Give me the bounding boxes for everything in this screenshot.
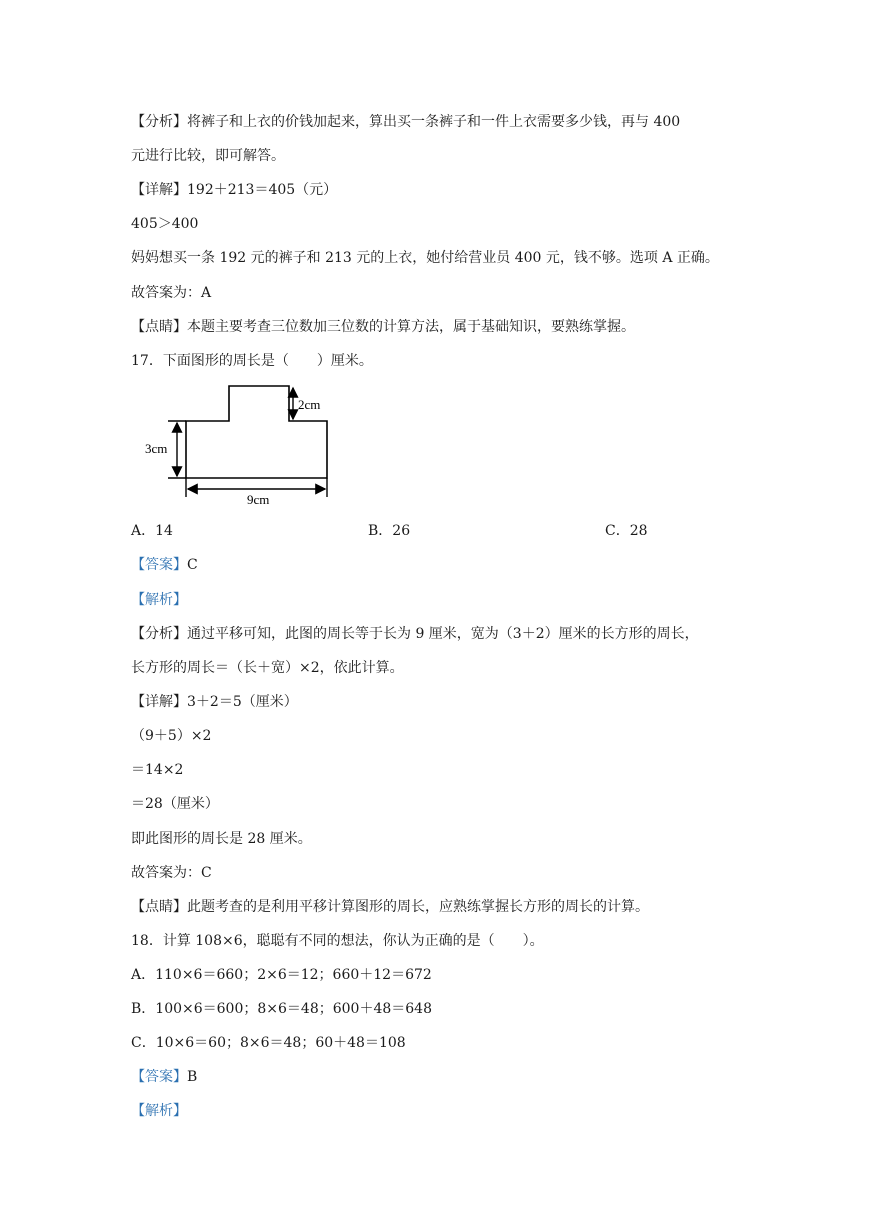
q17-option-c: C．28: [605, 523, 648, 539]
q16-detail-line-1: [131, 180, 337, 200]
q18-answer-line: [131, 1067, 197, 1087]
q17-conclusion: 故答案为：C: [131, 865, 212, 881]
q17-detail-text-1: 3＋2＝5（厘米）: [187, 694, 298, 710]
analysis-tag: 【分析】: [131, 114, 187, 130]
q16-analysis-line-1: [131, 112, 680, 132]
q17-detail-line-1: [131, 692, 298, 712]
q17-detail-line-2: （9＋5）×2: [131, 728, 212, 744]
q17-label-step: 2cm: [298, 397, 321, 412]
q17-detail-line-4: ＝28（厘米）: [131, 796, 219, 812]
q18-option-c: C．10×6＝60；8×6＝48；60＋48＝108: [131, 1035, 406, 1051]
q17-comment-line: [131, 897, 649, 917]
q17-answer-line: [131, 555, 198, 575]
q17-explain-tag: 【解析】: [131, 592, 187, 608]
q18-question: 18．计算 108×6，聪聪有不同的想法，你认为正确的是（ ）。: [131, 933, 544, 949]
comment-tag: 【点睛】: [131, 319, 187, 335]
q16-comment-text: 本题主要考查三位数加三位数的计算方法，属于基础知识，要熟练掌握。: [187, 319, 635, 335]
q17-detail-line-5: 即此图形的周长是 28 厘米。: [131, 831, 312, 847]
q17-detail-line-3: ＝14×2: [131, 762, 184, 778]
q17-label-width: 9cm: [247, 492, 270, 507]
q16-detail-text-1: 192＋213＝405（元）: [187, 182, 338, 198]
q16-analysis-text-1: 将裤子和上衣的价钱加起来，算出买一条裤子和一件上衣需要多少钱，再与 400: [187, 114, 681, 130]
q17-comment-text: 此题考查的是利用平移计算图形的周长，应熟练掌握长方形的周长的计算。: [187, 899, 649, 915]
q16-detail-line-2: 405＞400: [131, 216, 199, 232]
q17-figure: [140, 380, 350, 510]
q17-question: 17．下面图形的周长是（ ）厘米。: [131, 353, 373, 369]
q18-explain-tag: 【解析】: [131, 1103, 187, 1119]
q17-option-b: B．26: [368, 523, 411, 539]
q17-analysis-text-1: 通过平移可知，此图的周长等于长为 9 厘米，宽为（3＋2）厘米的长方形的周长，: [187, 626, 699, 642]
answer-tag: 【答案】: [131, 1069, 187, 1085]
q16-analysis-line-2: 元进行比较，即可解答。: [131, 148, 285, 164]
answer-tag: 【答案】: [131, 557, 187, 573]
q18-option-b: B．100×6＝600；8×6＝48；600＋48＝648: [131, 1001, 432, 1017]
q18-option-a: A．110×6＝660；2×6＝12；660＋12＝672: [131, 967, 432, 983]
q17-answer: C: [187, 557, 198, 573]
detail-tag: 【详解】: [131, 694, 187, 710]
detail-tag: 【详解】: [131, 182, 187, 198]
comment-tag: 【点睛】: [131, 899, 187, 915]
q16-comment-line: [131, 317, 635, 337]
analysis-tag: 【分析】: [131, 626, 187, 642]
q16-conclusion: 故答案为：A: [131, 285, 212, 301]
q16-detail-line-3: 妈妈想买一条 192 元的裤子和 213 元的上衣，她付给营业员 400 元，钱不够。选项 A 正确。: [131, 250, 719, 266]
q17-option-a: A．14: [131, 523, 173, 539]
q17-analysis-line-2: 长方形的周长＝（长＋宽）×2，依此计算。: [131, 660, 404, 676]
q17-analysis-line-1: [131, 624, 699, 644]
q18-answer: B: [187, 1069, 198, 1085]
q17-label-height: 3cm: [145, 441, 168, 456]
